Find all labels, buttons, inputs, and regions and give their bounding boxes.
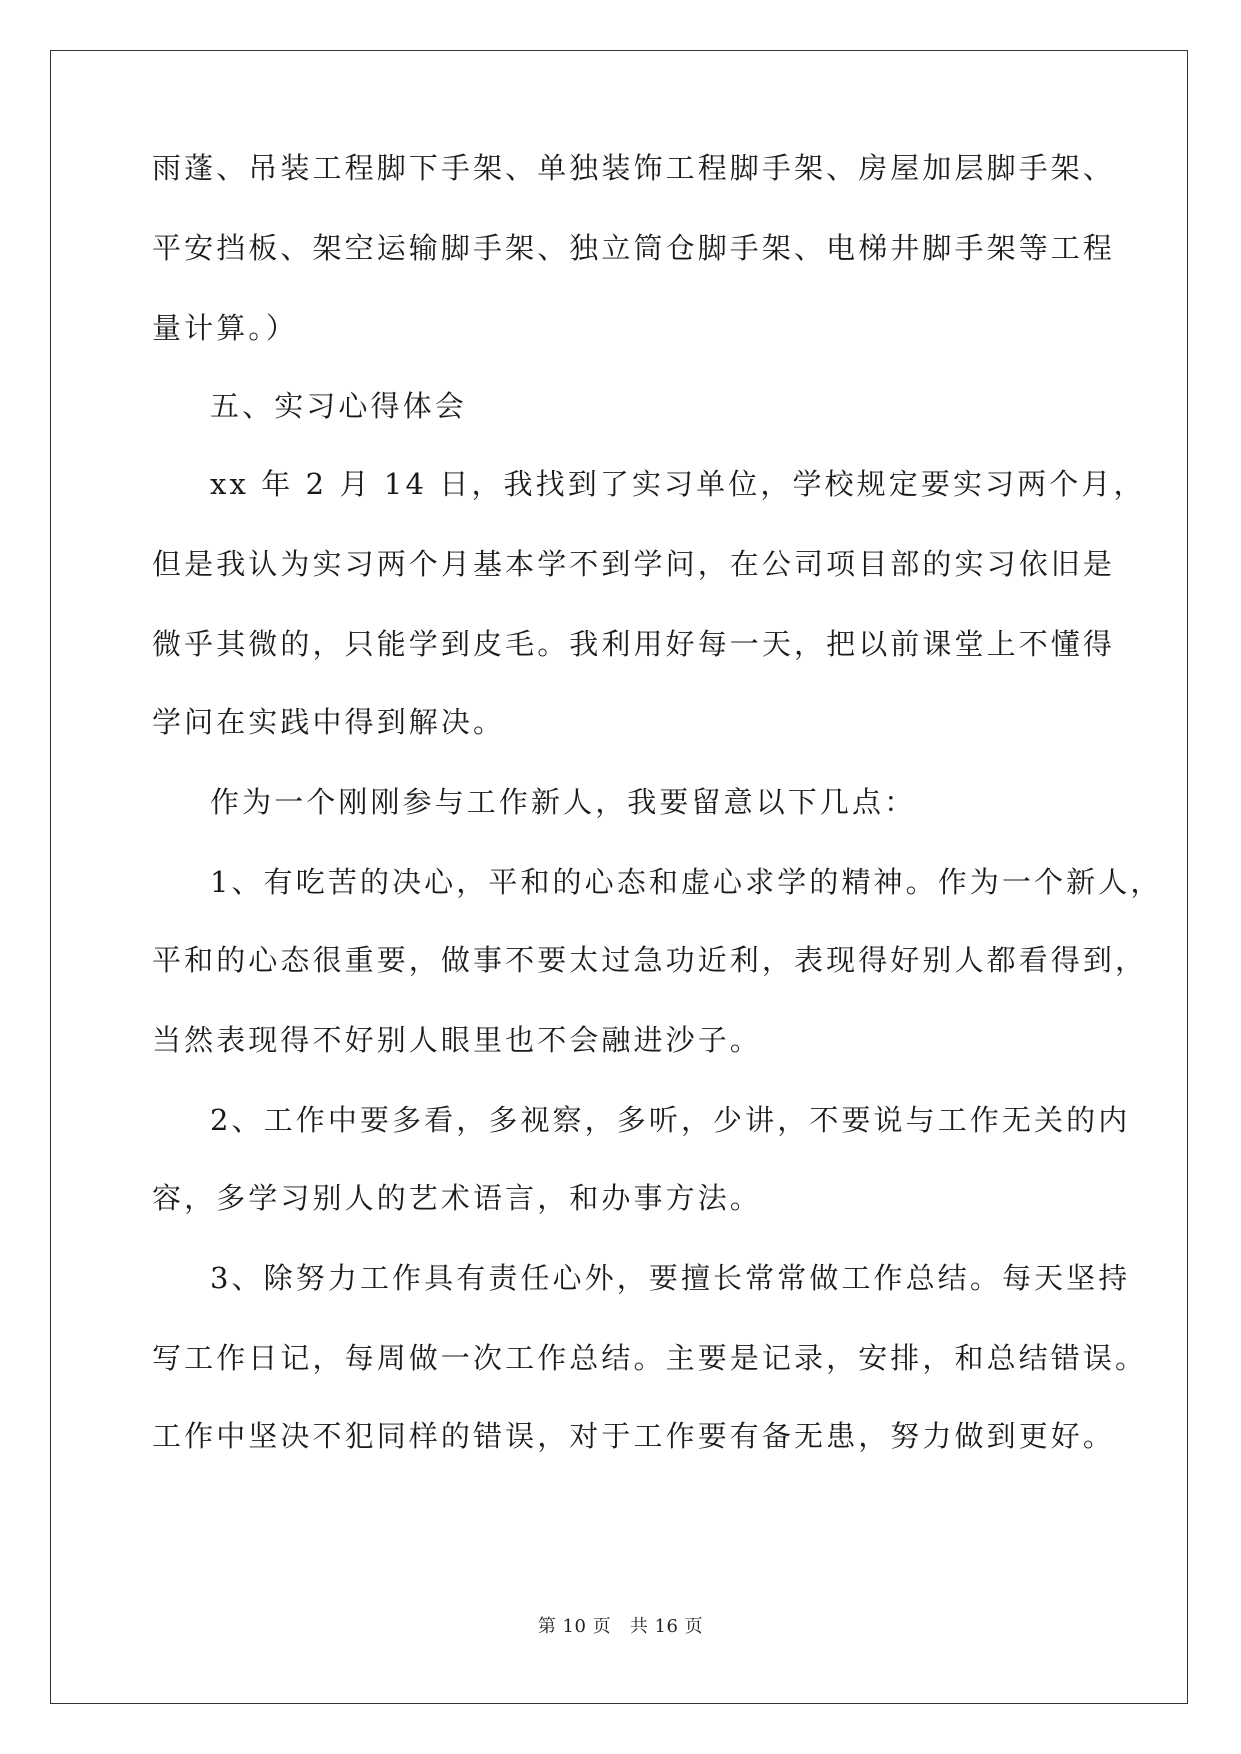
text-line: 学问在实践中得到解决。 xyxy=(152,705,506,739)
text-line: 当然表现得不好别人眼里也不会融进沙子。 xyxy=(152,1023,762,1057)
text-line: 平安挡板、架空运输脚手架、独立筒仓脚手架、电梯井脚手架等工程 xyxy=(152,231,1116,265)
page-footer xyxy=(0,1612,1241,1638)
text-line: 量计算。） xyxy=(152,311,299,345)
text-line: 作为一个刚刚参与工作新人，我要留意以下几点： xyxy=(210,785,917,819)
text-line: 写工作日记，每周做一次工作总结。主要是记录，安排，和总结错误。 xyxy=(152,1341,1148,1375)
text-line: 但是我认为实习两个月基本学不到学问，在公司项目部的实习依旧是 xyxy=(152,547,1116,581)
text-line: xx 年 2 月 14 日，我找到了实习单位，学校规定要实习两个月， xyxy=(210,467,1146,501)
text-line: 1、有吃苦的决心，平和的心态和虚心求学的精神。作为一个新人， xyxy=(210,865,1163,899)
section-heading: 五、实习心得体会 xyxy=(210,389,467,423)
text-line: 2、工作中要多看，多视察，多听，少讲，不要说与工作无关的内 xyxy=(210,1103,1131,1137)
text-line: 容，多学习别人的艺术语言，和办事方法。 xyxy=(152,1181,762,1215)
text-line: 雨蓬、吊装工程脚下手架、单独装饰工程脚手架、房屋加层脚手架、 xyxy=(152,151,1116,185)
page-number: 第 10 页 共 16 页 xyxy=(537,1616,704,1637)
text-line: 3、除努力工作具有责任心外，要擅长常常做工作总结。每天坚持 xyxy=(210,1261,1131,1295)
text-line: 微乎其微的，只能学到皮毛。我利用好每一天，把以前课堂上不懂得 xyxy=(152,627,1116,661)
text-line: 工作中坚决不犯同样的错误，对于工作要有备无患，努力做到更好。 xyxy=(152,1419,1116,1453)
text-line: 平和的心态很重要，做事不要太过急功近利，表现得好别人都看得到， xyxy=(152,943,1148,977)
